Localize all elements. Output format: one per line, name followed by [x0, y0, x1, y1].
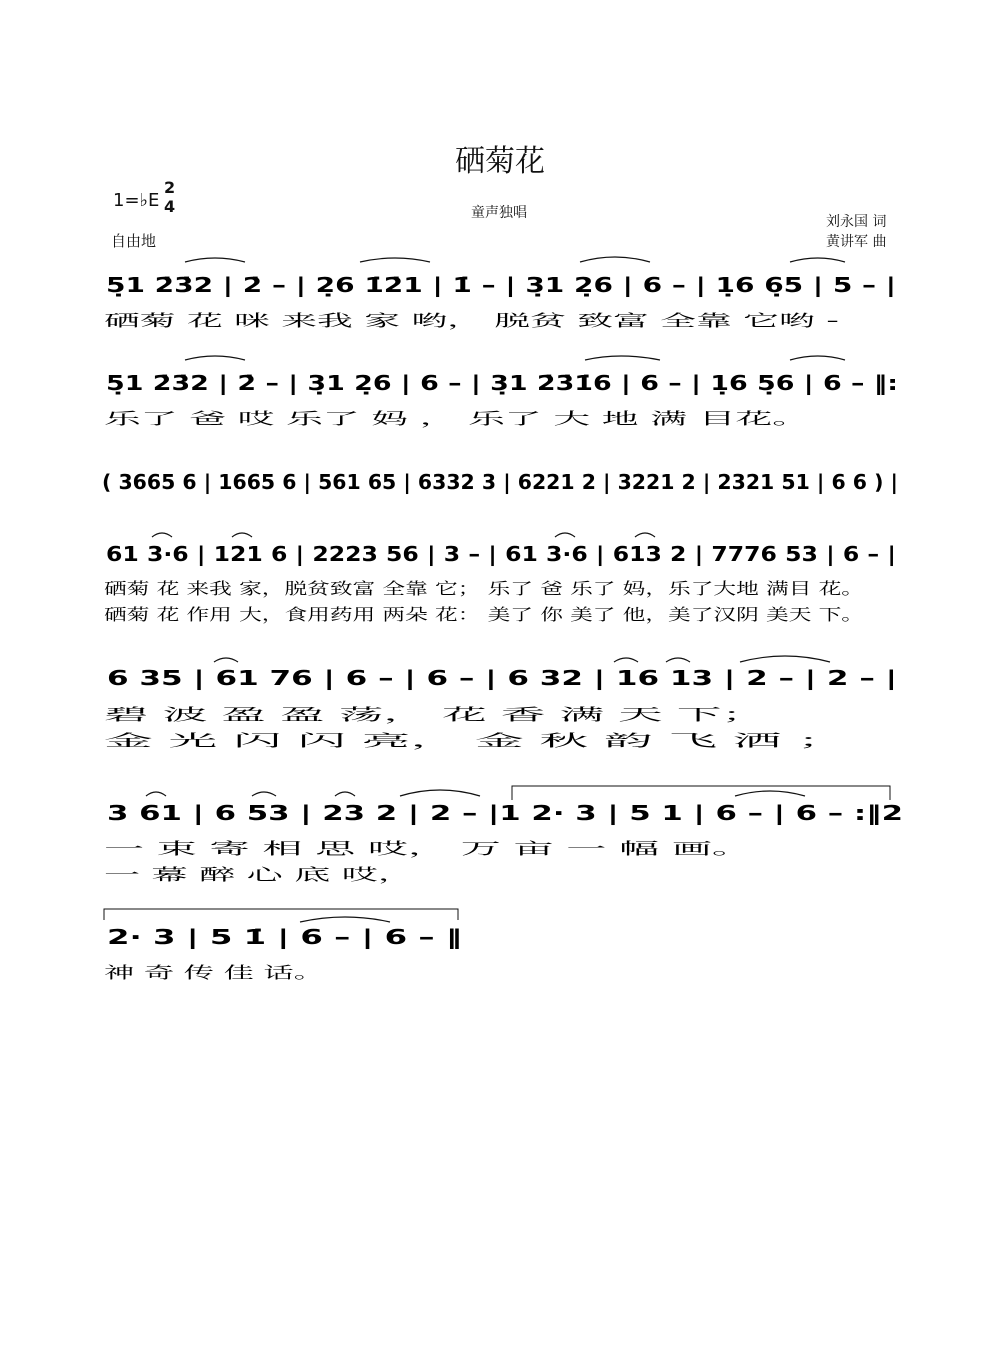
- tempo-marking: 自由地: [111, 232, 157, 250]
- time-signature-top: 2: [164, 178, 176, 197]
- lyric-line: 乐了 爸 哎 乐了 妈 ， 乐了 大 地 满 目花。: [104, 409, 809, 428]
- lyric-line: 神 奇 传 佳 话。: [104, 963, 324, 982]
- score-system: [104, 786, 903, 884]
- score-system: [104, 356, 898, 428]
- notation-line: 2· 3 | 5 1̇ | 6 – | 6 – ‖: [107, 925, 462, 949]
- lyric-line: 金 光 闪 闪 亮， 金 秋 韵 飞 洒 ；: [104, 731, 846, 750]
- score-system: [102, 470, 898, 494]
- volta-bracket: [512, 786, 890, 800]
- notation-line: 61 3·6 | 121 6 | 2223 56 | 3 – | 61 3·6 | 613 2 | 7776 53 | 6 – |: [106, 542, 896, 566]
- slur-marks: [185, 257, 845, 262]
- slur-marks: [152, 533, 655, 537]
- slur-marks: [185, 356, 845, 360]
- lyric-line: 硒菊 花 作用 大，食用药用 两朵 花： 美了 你 美了 他，美了汉阴 美天 下。: [104, 605, 864, 624]
- song-title: 硒菊花: [455, 144, 545, 179]
- lyric-line: 硒菊 花 来我 家，脱贫致富 全靠 它； 乐了 爸 乐了 妈，乐了大地 满目 花。: [104, 579, 864, 598]
- score-system: [104, 533, 896, 624]
- notation-line: 5̣1 2̇3̇2 | 2̇ – | 3̣1 2̣6 | 6 – | 3̣1 2̇3̇1̇6 | 6 – | 1̣6 5̣6 | 6 – ‖:: [106, 371, 898, 395]
- volta-bracket: [104, 909, 458, 920]
- score-system: [104, 909, 462, 982]
- slur-marks: [300, 917, 390, 922]
- slur-marks: [146, 790, 805, 796]
- lyric-line: 一 幕 醉 心 底 哎，: [104, 865, 414, 884]
- performance-type: 童声独唱: [471, 205, 527, 221]
- notation-line: 3 61 | 6 53 | 23 2 | 2 – |1 2· 3 | 5 1 | 6 – | 6 – :‖2: [107, 801, 903, 825]
- slur-marks: [214, 656, 830, 662]
- lyric-line: 一 束 寄 相 思 哎， 万 亩 一 幅 画。: [104, 839, 752, 858]
- time-signature-bottom: 4: [164, 197, 176, 216]
- composer-credit: 黄讲军 曲: [826, 234, 887, 250]
- lyric-line: 碧 波 盈 盈 荡， 花 香 满 天 下；: [104, 705, 766, 724]
- notation-line: 6 35 | 61 76 | 6 – | 6 – | 6 32 | 16 13 | 2 – | 2 – |: [107, 666, 897, 690]
- lyricist-credit: 刘永国 词: [826, 214, 887, 230]
- notation-line: 5̣1 2̇3̇2 | 2̇ – | 2̣6 1̇2̇1 | 1̇ – | 3̣1 2̣6 | 6 – | 1̣6 6̣5 | 5 – |: [106, 273, 896, 297]
- score-system: [104, 257, 896, 330]
- score-system: [104, 656, 897, 750]
- lyric-line: 硒菊 花 咪 来我 家 哟， 脱贫 致富 全靠 它哟 -: [104, 311, 839, 330]
- notation-line: ( 3665 6 | 1665 6 | 561 65 | 6332 3 | 6221 2 | 3221 2 | 2321 51 | 6 6 ) |: [102, 470, 898, 494]
- key-signature: 1=♭E: [113, 190, 160, 211]
